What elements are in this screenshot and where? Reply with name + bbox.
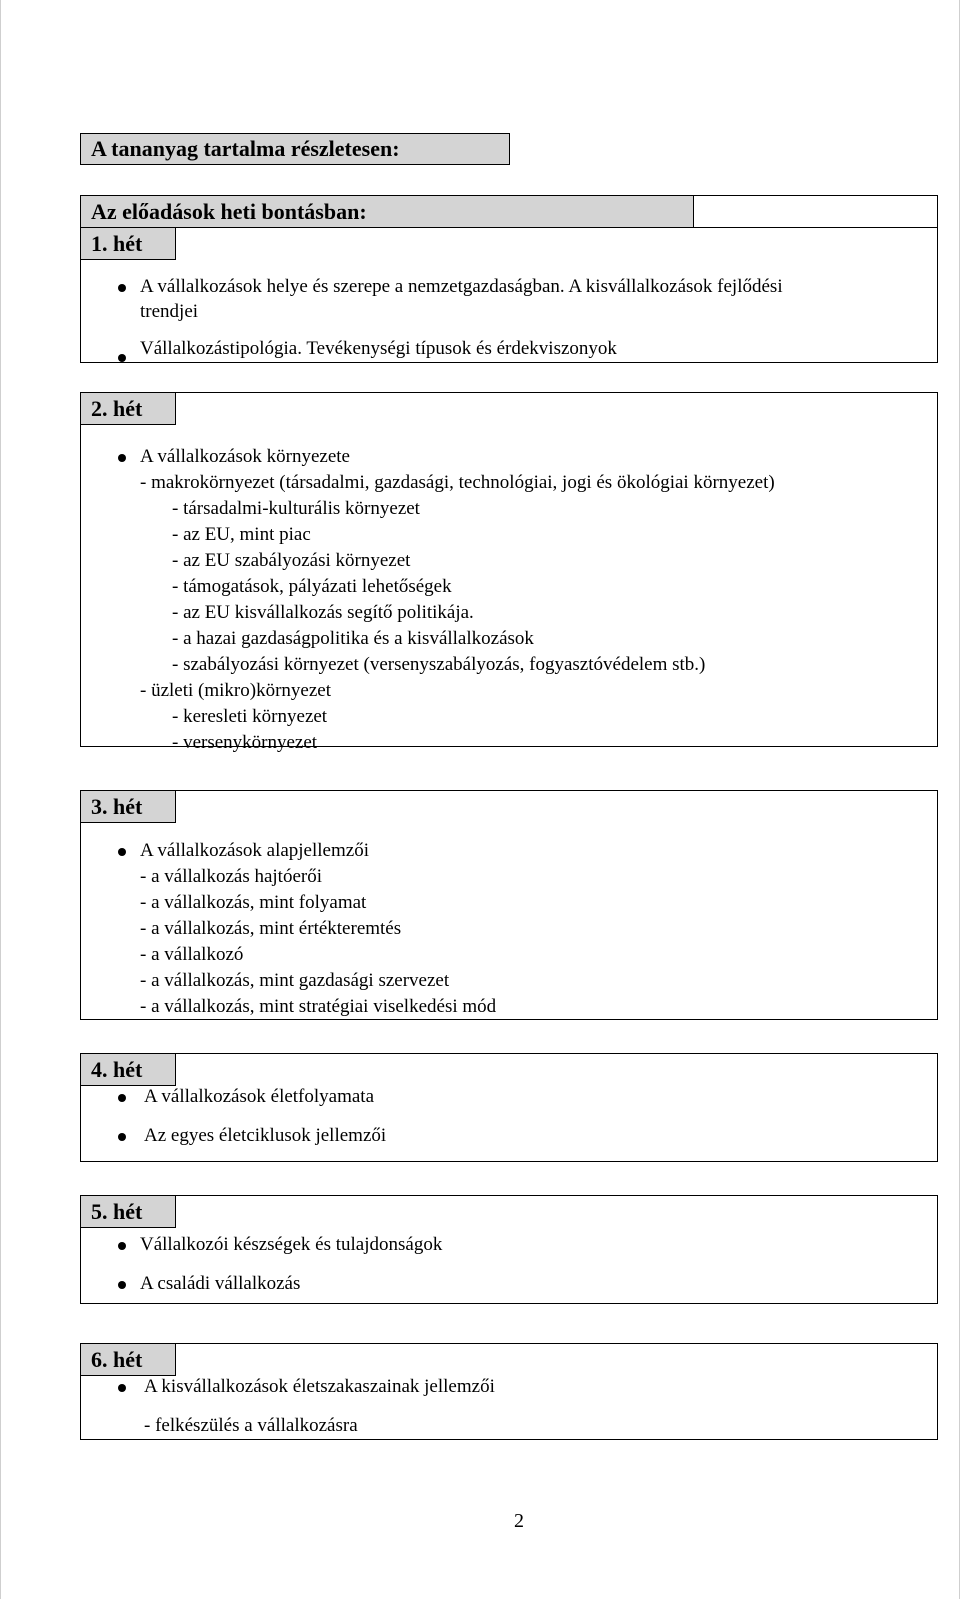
week-3-label: 3. hét (80, 790, 176, 823)
week-5-label: 5. hét (80, 1195, 176, 1228)
week-6-line-1: A kisvállalkozások életszakaszainak jellemzői (144, 1376, 495, 1397)
week-6-line-2: - felkészülés a vállalkozásra (144, 1415, 358, 1436)
week-3-line-6: - a vállalkozás, mint gazdasági szervezet (140, 970, 450, 991)
bullet-icon (118, 1384, 126, 1392)
bullet-icon (118, 848, 126, 856)
bullet-icon (118, 1094, 126, 1102)
week-3-line-1: A vállalkozások alapjellemzői (140, 840, 369, 861)
week-2-line-10: - üzleti (mikro)környezet (140, 680, 331, 701)
week-2-line-2: - makrokörnyezet (társadalmi, gazdasági, technológiai, jogi és ökológiai környezet) (140, 472, 775, 493)
week-3-line-3: - a vállalkozás, mint folyamat (140, 892, 367, 913)
week-4-label: 4. hét (80, 1053, 176, 1086)
bullet-icon (118, 1242, 126, 1250)
week-3-line-5: - a vállalkozó (140, 944, 244, 965)
week-2-line-7: - az EU kisvállalkozás segítő politikája. (172, 602, 474, 623)
week-2-line-1: A vállalkozások környezete (140, 446, 350, 467)
week-2-line-4: - az EU, mint piac (172, 524, 311, 545)
week-4-line-1: A vállalkozások életfolyamata (144, 1086, 375, 1107)
week-2-line-6: - támogatások, pályázati lehetőségek (172, 576, 452, 597)
week-4-line-2: Az egyes életciklusok jellemzői (144, 1125, 387, 1146)
week-3-line-4: - a vállalkozás, mint értékteremtés (140, 918, 402, 939)
bullet-icon (118, 1133, 126, 1141)
week-6-label: 6. hét (80, 1343, 176, 1376)
bullet-icon (118, 1281, 126, 1289)
week-1-line-2: trendjei (140, 301, 199, 322)
week-2-line-3: - társadalmi-kulturális környezet (172, 498, 420, 519)
lectures-title: Az előadások heti bontásban: (80, 195, 694, 228)
week-1-line-3: Vállalkozástipológia. Tevékenységi típusok és érdekviszonyok (140, 338, 617, 359)
week-5-line-2: A családi vállalkozás (140, 1273, 301, 1294)
page-number: 2 (514, 1510, 524, 1532)
section-title: A tananyag tartalma részletesen: (80, 133, 510, 165)
week-2-line-12: - versenykörnyezet (172, 732, 318, 753)
bullet-icon (118, 454, 126, 462)
week-1-line-1: A vállalkozások helye és szerepe a nemzetgazdaságban. A kisvállalkozások fejlődési (140, 276, 783, 297)
week-3-line-2: - a vállalkozás hajtóerői (140, 866, 323, 887)
week-5-line-1: Vállalkozói készségek és tulajdonságok (140, 1234, 443, 1255)
week-2-line-8: - a hazai gazdaságpolitika és a kisvállalkozások (172, 628, 534, 649)
week-2-line-9: - szabályozási környezet (versenyszabályozás, fogyasztóvédelem stb.) (172, 654, 706, 675)
week-2-line-5: - az EU szabályozási környezet (172, 550, 411, 571)
lectures-title-right-cell (693, 195, 938, 228)
week-2-line-11: - keresleti környezet (172, 706, 328, 727)
week-3-line-7: - a vállalkozás, mint stratégiai viselkedési mód (140, 996, 497, 1017)
bullet-icon (118, 354, 126, 362)
week-1-label: 1. hét (80, 227, 176, 260)
week-2-label: 2. hét (80, 392, 176, 425)
bullet-icon (118, 284, 126, 292)
